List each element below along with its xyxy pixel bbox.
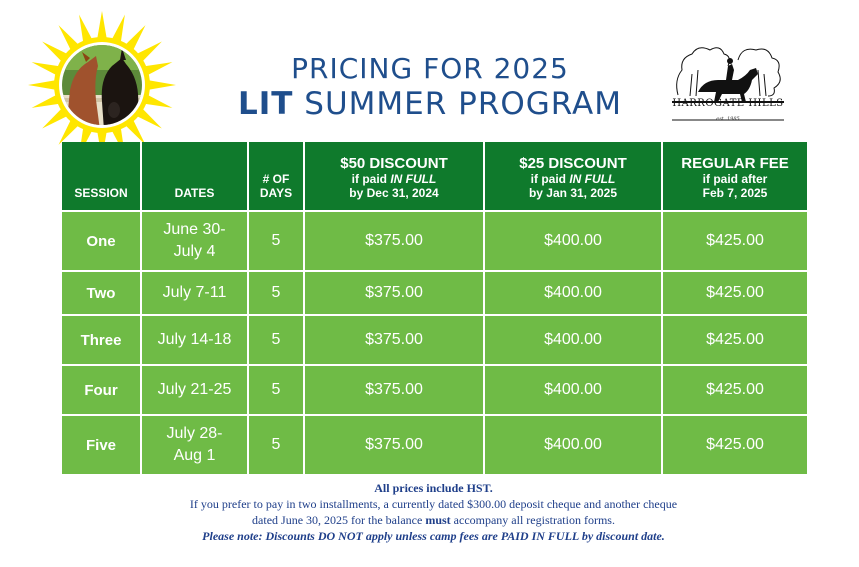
price-25-cell: $400.00: [485, 316, 661, 364]
price-regular-cell: $425.00: [663, 212, 807, 270]
title-summer-program: SUMMER PROGRAM: [304, 86, 623, 122]
days-cell: 5: [249, 366, 303, 414]
dates-cell: June 30- July 4: [142, 212, 247, 270]
days-cell: 5: [249, 416, 303, 474]
sun-ray: [28, 80, 58, 90]
session-cell: Two: [62, 272, 140, 314]
days-cell: 5: [249, 212, 303, 270]
table-row: [62, 272, 807, 314]
header-50-discount: $50 DISCOUNT if paid IN FULL by Dec 31, 2024: [305, 142, 483, 210]
price-50-cell: $375.00: [305, 416, 483, 474]
dates-cell: July 14-18: [142, 316, 247, 364]
footer-balance-note: dated June 30, 2025 for the balance must accompany all registration forms.: [252, 513, 615, 527]
days-cell: 5: [249, 272, 303, 314]
logo-est: est. 1985: [716, 116, 740, 122]
price-25-cell: $400.00: [485, 272, 661, 314]
price-50-cell: $375.00: [305, 212, 483, 270]
price-50-cell: $375.00: [305, 272, 483, 314]
header-25-discount: $25 DISCOUNT if paid IN FULL by Jan 31, 2025: [485, 142, 661, 210]
price-regular-cell: $425.00: [663, 366, 807, 414]
table-header-row: [62, 142, 807, 210]
session-cell: Four: [62, 366, 140, 414]
dates-cell: July 21-25: [142, 366, 247, 414]
table-row: [62, 416, 807, 474]
sun-ray: [146, 80, 176, 90]
header-session: SESSION: [62, 142, 140, 210]
footer-installments-note: If you prefer to pay in two installments, a currently dated $300.00 deposit cheque and another cheque: [189, 497, 678, 511]
price-regular-cell: $425.00: [663, 416, 807, 474]
price-50-cell: $375.00: [305, 316, 483, 364]
session-cell: Five: [62, 416, 140, 474]
table-row: [62, 212, 807, 270]
title-lit: LIT: [237, 86, 294, 122]
price-25-cell: $400.00: [485, 366, 661, 414]
price-25-cell: $400.00: [485, 212, 661, 270]
sun-ray: [97, 11, 107, 41]
footer-hst-note: All prices include HST.: [374, 481, 493, 495]
page-title: [210, 52, 650, 122]
dates-cell: July 7-11: [142, 272, 247, 314]
header-regular-fee: REGULAR FEE if paid after Feb 7, 2025: [663, 142, 807, 210]
header-days: # OF DAYS: [249, 142, 303, 210]
days-cell: 5: [249, 316, 303, 364]
price-regular-cell: $425.00: [663, 272, 807, 314]
footer-notes: [60, 480, 807, 544]
table-row: [62, 316, 807, 364]
logo-name: HARROGATE HILLS: [672, 98, 784, 109]
dates-cell: July 28- Aug 1: [142, 416, 247, 474]
price-regular-cell: $425.00: [663, 316, 807, 364]
sun-badge-horses-image: [22, 10, 182, 160]
price-50-cell: $375.00: [305, 366, 483, 414]
title-line-2: [210, 86, 650, 122]
table-row: [62, 366, 807, 414]
price-25-cell: $400.00: [485, 416, 661, 474]
header-dates: DATES: [142, 142, 247, 210]
title-line-1: PRICING FOR 2025: [291, 52, 569, 85]
footer-discount-warning: Please note: Discounts DO NOT apply unless camp fees are PAID IN FULL by discount date.: [202, 529, 665, 543]
session-cell: Three: [62, 316, 140, 364]
pricing-table: [60, 140, 809, 476]
session-cell: One: [62, 212, 140, 270]
harrogate-hills-logo: [668, 40, 788, 125]
